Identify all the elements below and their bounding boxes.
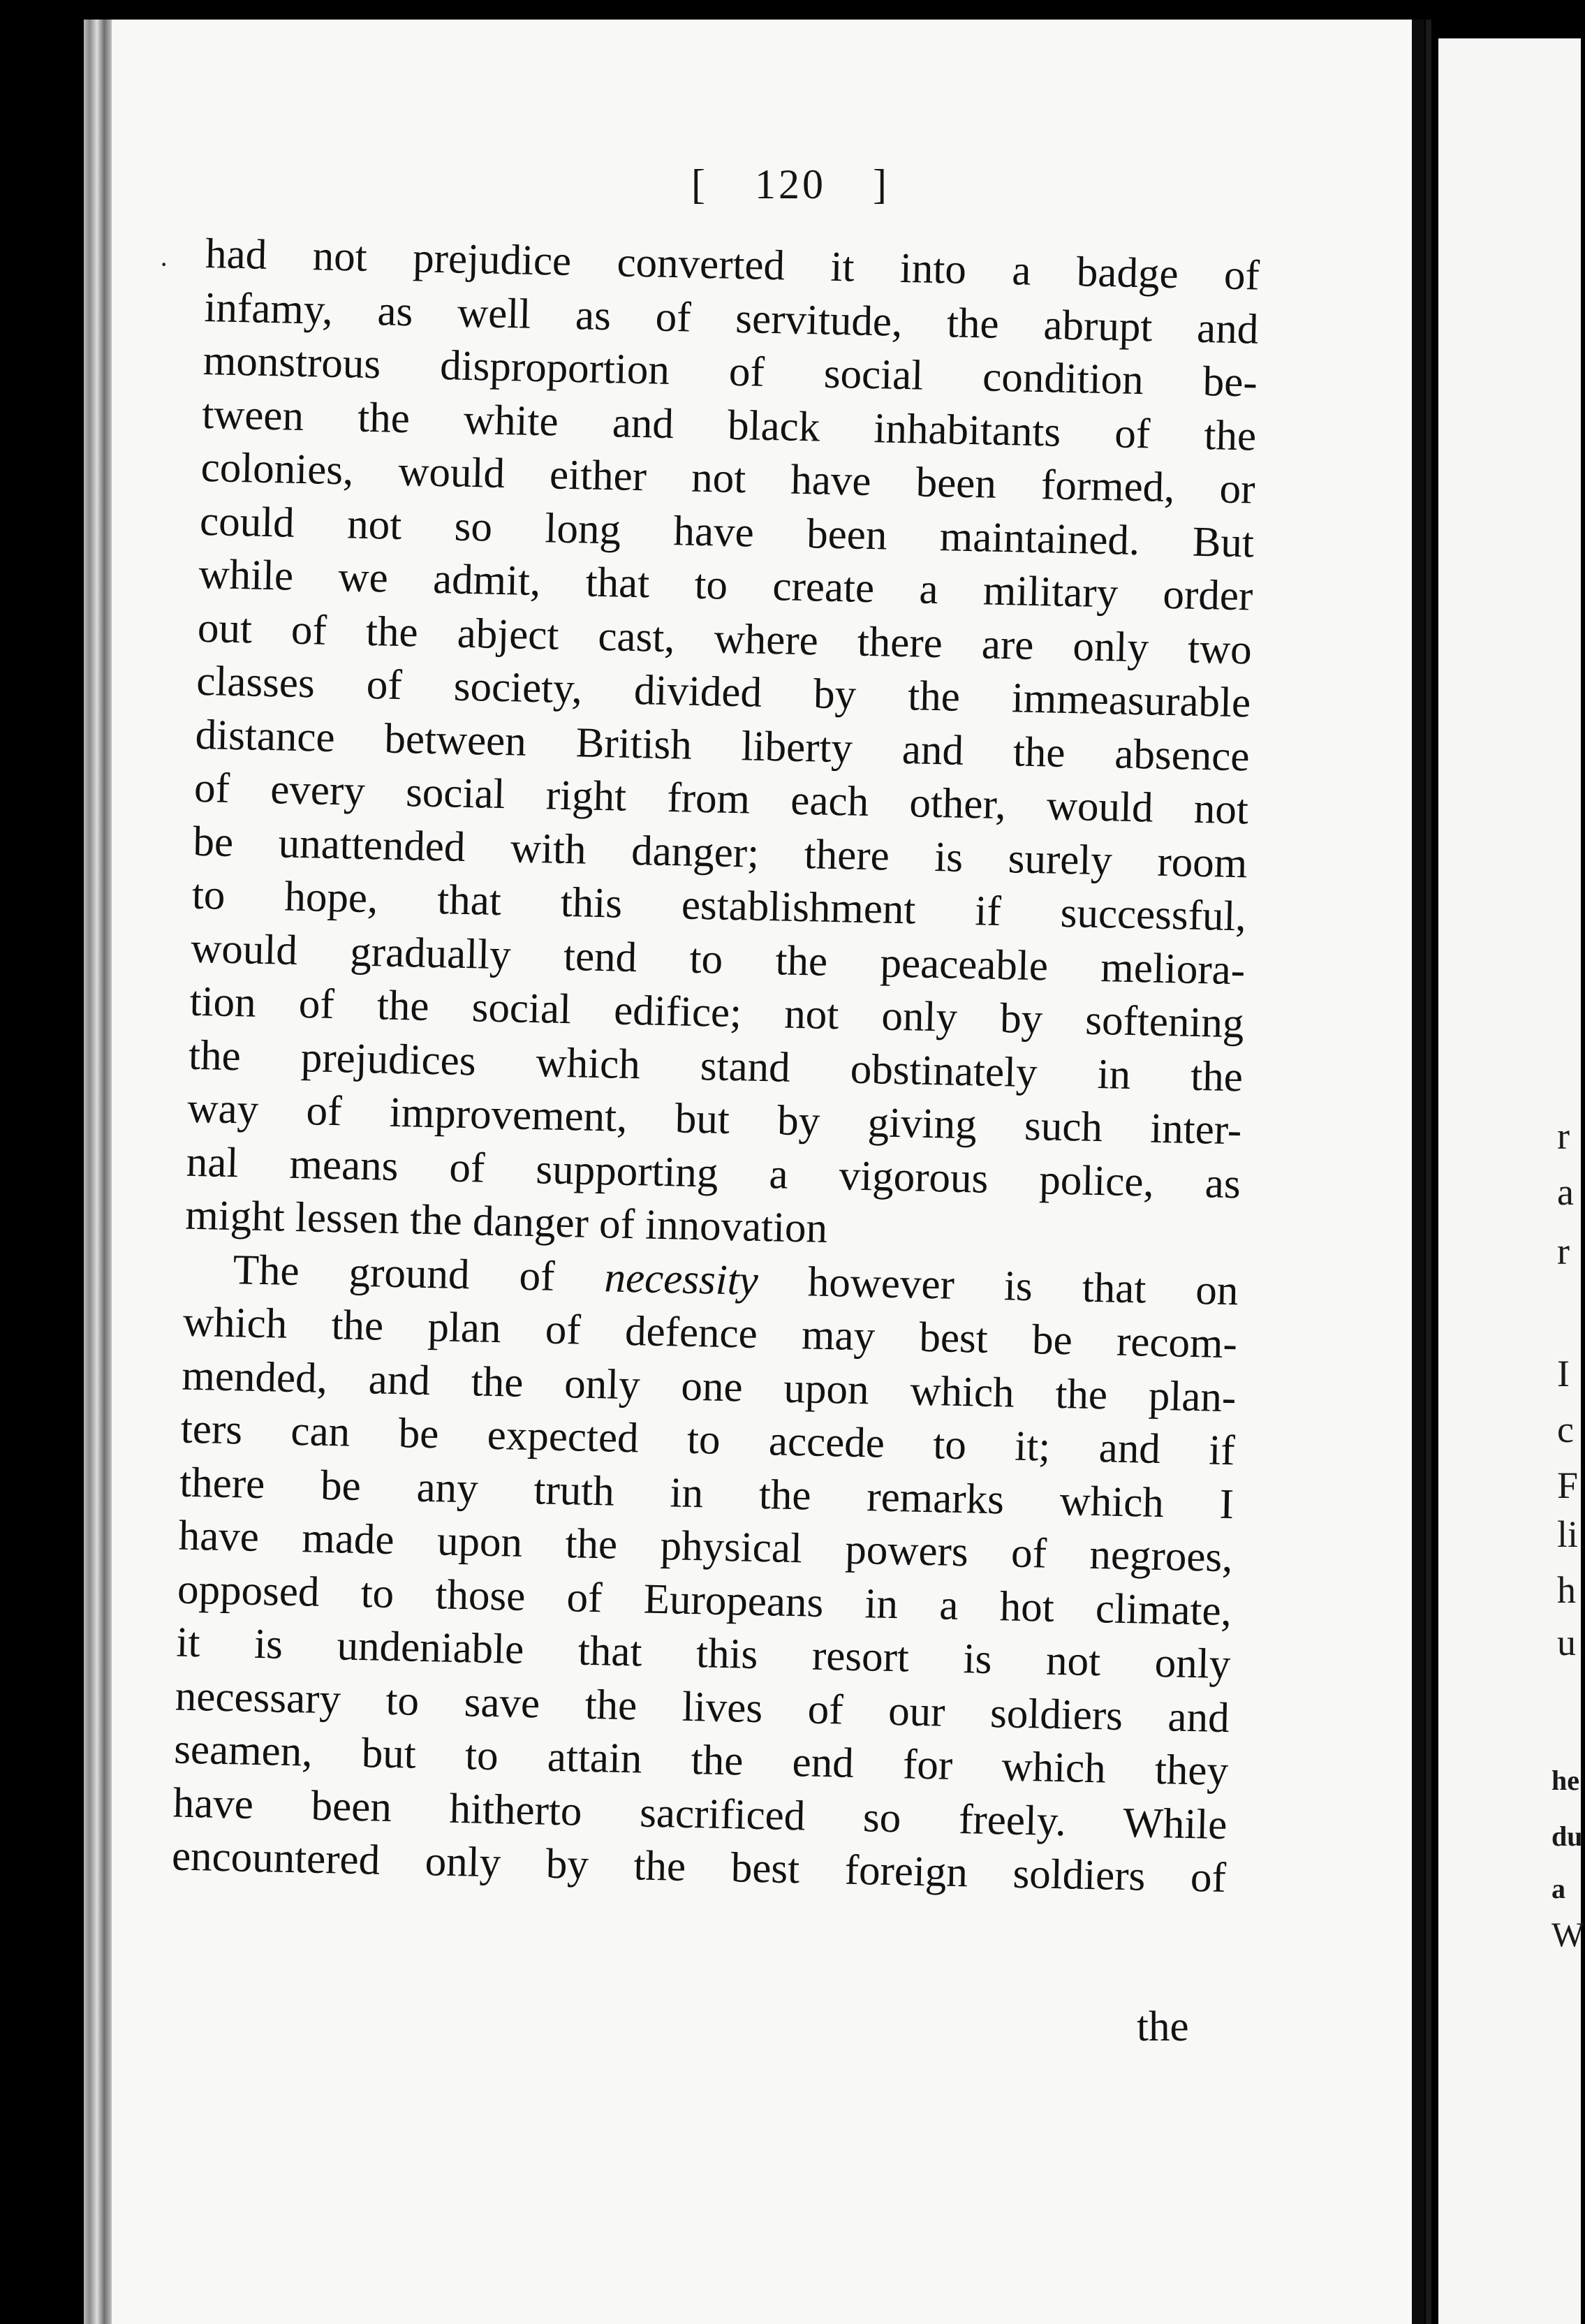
facing-fragment: W [1551,1915,1585,1954]
facing-fragment: a [1557,1171,1574,1213]
text-line: out of the abject cast, where there are only two [197,604,1253,673]
text-line: of every social right from each other, would not [193,764,1249,834]
text-line: mended, and the only one upon which the plan- [181,1352,1237,1421]
text-line: encountered only by the best foreign soldiers of [171,1832,1227,1902]
text-line: classes of society, divided by the immeasurable [196,657,1251,727]
facing-fragment: F [1557,1464,1579,1506]
catchword: the [1137,2003,1189,2050]
facing-fragment: r [1557,1115,1570,1157]
facing-fragment: du [1551,1821,1583,1852]
text-line: might lessen the danger of innovation [184,1191,828,1252]
text-line: could not so long have been maintained. But [199,497,1255,567]
text-line-with-emphasis: The ground of necessity however is that on [233,1246,1239,1314]
binding-gutter [84,20,113,2324]
text-line: it is undeniable that this resort is not only [175,1619,1231,1689]
facing-fragment: h [1557,1569,1576,1611]
text-line: distance between British liberty and the absence [195,711,1251,780]
paragraph-1 [185,228,1260,1265]
text-line: be unattended with danger; there is surely room [192,818,1248,887]
text-line: tween the white and black inhabitants of the [201,390,1257,460]
text-line: have been hitherto sacrificed so freely. While [172,1779,1228,1848]
text-line: infamy, as well as of servitude, the abrupt and [203,284,1259,353]
text-line: nal means of supporting a vigorous police, as [186,1138,1241,1207]
text-line: while we admit, that to create a military order [198,550,1253,620]
page-number: 120 [755,161,826,207]
header-bracket-close: ] [873,161,890,207]
paragraph-2 [171,1242,1239,1905]
text-line: would gradually tend to the peaceable meliora- [190,925,1246,994]
text-line: way of improvement, but by giving such inter- [186,1084,1242,1154]
text-line: ters can be expected to accede to it; and if [180,1405,1236,1475]
facing-fragment: I [1557,1353,1570,1395]
text-line: had not prejudice converted it into a badge of [205,230,1260,300]
facing-fragment: c [1557,1409,1574,1450]
text-line: necessary to save the lives of our soldiers and [175,1672,1230,1742]
facing-fragment: r [1557,1230,1570,1272]
text-line: colonies, would either not have been formed, or [200,443,1256,513]
text-line: monstrous disproportion of social condition be- [202,337,1258,406]
facing-fragment: a [1551,1873,1565,1904]
text-line: the prejudices which stand obstinately in the [188,1031,1244,1101]
text-line: which the plan of defence may best be recom- [182,1298,1238,1368]
page-header [0,161,1581,209]
body-text [171,228,1260,1906]
margin-dot: · [159,249,169,280]
page-edge-shadow [1412,20,1424,2324]
text-line: have made upon the physical powers of negroes, [178,1512,1234,1582]
text-line: there be any truth in the remarks which I [179,1459,1234,1528]
header-bracket-open: [ [691,161,708,207]
facing-fragment: he [1551,1765,1579,1796]
spine-line [1426,20,1431,2324]
text-line: opposed to those of Europeans in a hot climate, [177,1566,1232,1635]
text-line: seamen, but to attain the end for which they [173,1726,1229,1795]
text-line: to hope, that this establishment if successful, [191,871,1247,941]
emphasized-word: necessity [603,1253,759,1304]
text-line: tion of the social edifice; not only by softening [189,978,1245,1047]
facing-fragment: u [1557,1621,1576,1663]
facing-fragment: li [1557,1513,1579,1555]
